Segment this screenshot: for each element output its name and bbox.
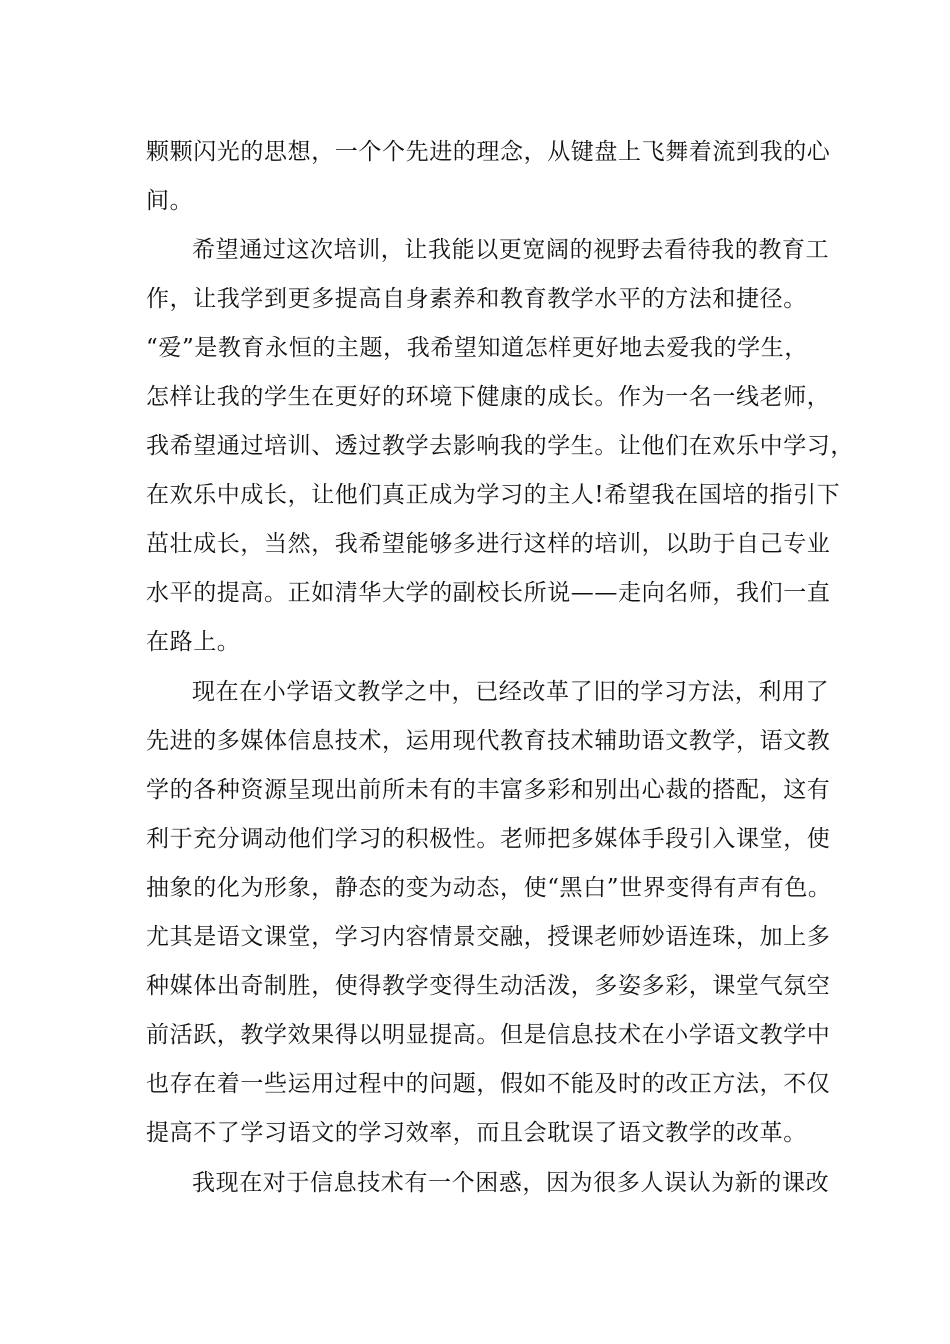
paragraph-first-line: 我现在对于信息技术有一个困惑，因为很多人误认为新的课改 — [192, 1170, 830, 1196]
text-line: 在欢乐中成长，让他们真正成为学习的主人!希望我在国培的指引下 — [146, 482, 841, 508]
text-line: 间。 — [146, 188, 194, 214]
text-line: 水平的提高。正如清华大学的副校长所说——走向名师，我们一直 — [146, 580, 831, 606]
text-line: 前活跃，教学效果得以明显提高。但是信息技术在小学语文教学中 — [146, 1022, 831, 1048]
text-line: 作，让我学到更多提高自身素养和教育教学水平的方法和捷径。 — [146, 286, 807, 312]
text-line: 我希望通过培训、透过教学去影响我的学生。让他们在欢乐中学习， — [146, 433, 854, 459]
text-line: 尤其是语文课堂，学习内容情景交融，授课老师妙语连珠，加上多 — [146, 924, 831, 950]
text-line: “爱”是教育永恒的主题，我希望知道怎样更好地去爱我的学生， — [146, 335, 808, 361]
text-line: 提高不了学习语文的学习效率，而且会耽误了语文教学的改革。 — [146, 1120, 807, 1146]
text-line: 利于充分调动他们学习的积极性。老师把多媒体手段引入课堂，使 — [146, 826, 831, 852]
text-line: 颗颗闪光的思想，一个个先进的理念，从键盘上飞舞着流到我的心 — [146, 139, 831, 165]
text-line: 茁壮成长，当然，我希望能够多进行这样的培训，以助于自己专业 — [146, 531, 831, 557]
text-line: 在路上。 — [146, 629, 241, 655]
text-line: 学的各种资源呈现出前所未有的丰富多彩和别出心裁的搭配，这有 — [146, 777, 831, 803]
paragraph-first-line: 现在在小学语文教学之中，已经改革了旧的学习方法，利用了 — [192, 679, 830, 705]
text-line: 怎样让我的学生在更好的环境下健康的成长。作为一名一线老师， — [146, 384, 831, 410]
text-line: 种媒体出奇制胜，使得教学变得生动活泼，多姿多彩，课堂气氛空 — [146, 973, 831, 999]
text-line: 抽象的化为形象，静态的变为动态，使“黑白”世界变得有声有色。 — [146, 875, 832, 901]
paragraph-first-line: 希望通过这次培训，让我能以更宽阔的视野去看待我的教育工 — [192, 237, 830, 263]
text-line: 也存在着一些运用过程中的问题，假如不能及时的改正方法，不仅 — [146, 1071, 831, 1097]
text-line: 先进的多媒体信息技术，运用现代教育技术辅助语文教学，语文教 — [146, 728, 831, 754]
